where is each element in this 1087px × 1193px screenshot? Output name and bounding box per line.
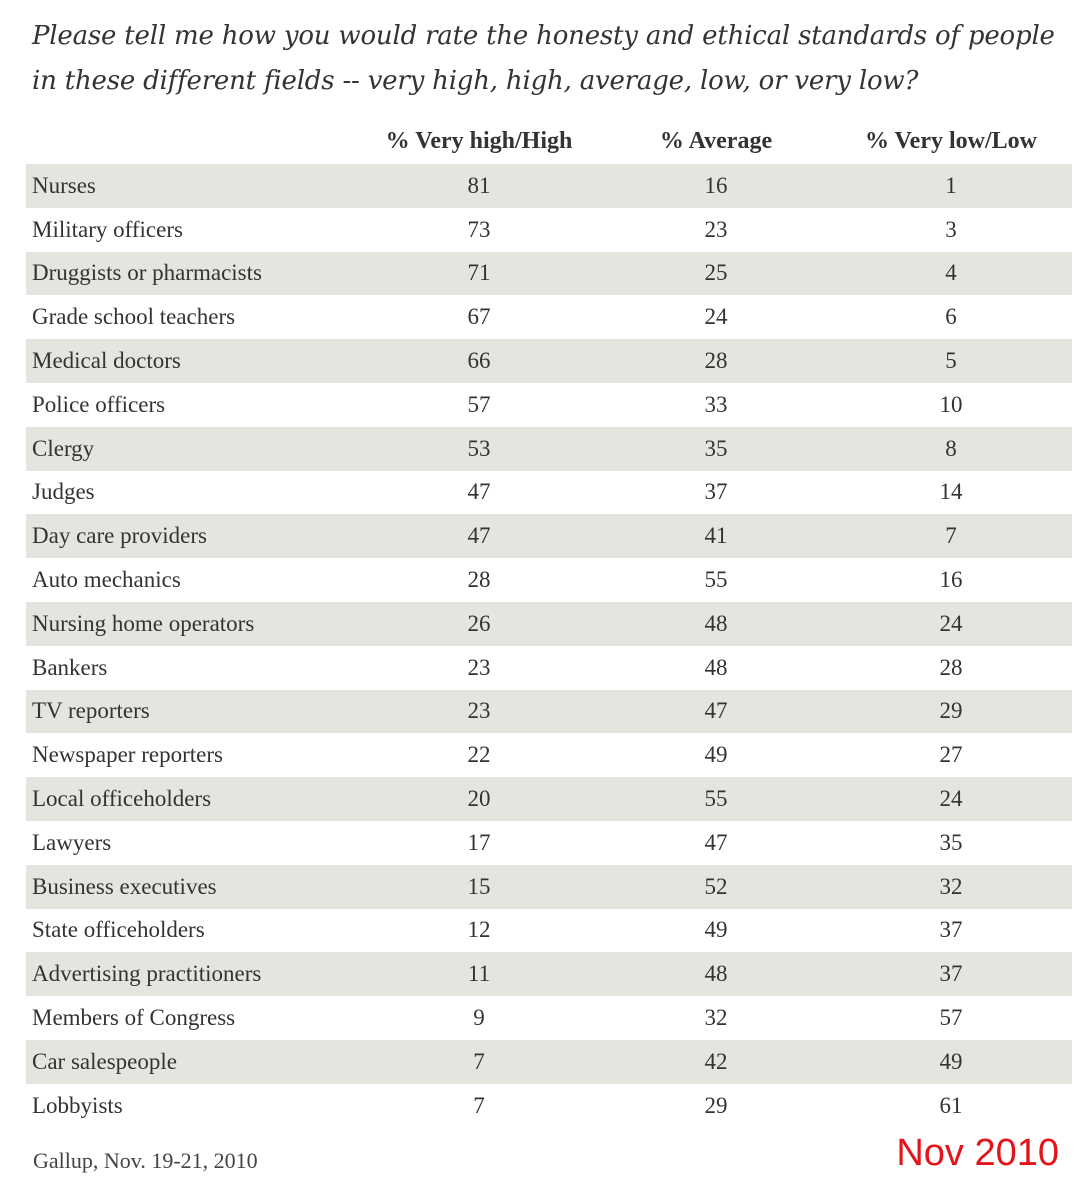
table-row: [26, 1040, 1072, 1084]
very-low-low-cell: 1: [945, 172, 957, 198]
field-name-cell: Clergy: [32, 435, 95, 461]
ratings-table: [26, 118, 1072, 1128]
average-cell: 29: [704, 1092, 728, 1118]
field-name-cell: Military officers: [32, 216, 183, 242]
very-high-high-cell: 57: [467, 391, 491, 417]
average-cell: 25: [704, 260, 728, 286]
very-high-high-cell: 7: [473, 1048, 485, 1074]
table-row: [26, 646, 1072, 690]
average-cell: 52: [704, 873, 728, 899]
field-name-cell: Medical doctors: [32, 348, 181, 374]
average-cell: 41: [704, 523, 728, 549]
average-cell: 35: [704, 435, 728, 461]
very-low-low-cell: 49: [939, 1048, 963, 1074]
very-low-low-cell: 37: [939, 961, 963, 987]
table-row: [26, 996, 1072, 1040]
very-high-high-cell: 15: [467, 873, 491, 899]
header-very-high-high: % Very high/High: [385, 127, 573, 154]
average-cell: 48: [704, 610, 728, 636]
average-cell: 49: [704, 917, 728, 943]
table-row: [26, 1084, 1072, 1128]
very-low-low-cell: 24: [939, 610, 963, 636]
very-high-high-cell: 17: [467, 829, 491, 855]
field-name-cell: Car salespeople: [32, 1048, 177, 1074]
header-average: % Average: [659, 127, 773, 154]
field-name-cell: Nursing home operators: [32, 610, 255, 636]
field-name-cell: Lawyers: [32, 829, 112, 855]
field-name-cell: Grade school teachers: [32, 304, 236, 330]
table-row: [26, 295, 1072, 339]
field-name-cell: Bankers: [32, 654, 108, 680]
table-row: [26, 164, 1072, 208]
table-header: [26, 118, 1072, 164]
table-row: [26, 208, 1072, 252]
very-high-high-cell: 20: [467, 786, 491, 812]
table-row: [26, 339, 1072, 383]
field-name-cell: Lobbyists: [32, 1092, 123, 1118]
very-low-low-cell: 57: [939, 1005, 963, 1031]
table-row: [26, 865, 1072, 909]
average-cell: 48: [704, 961, 728, 987]
table-row: [26, 690, 1072, 734]
very-high-high-cell: 23: [467, 654, 491, 680]
very-high-high-cell: 66: [467, 348, 491, 374]
table-row: [26, 909, 1072, 953]
average-cell: 24: [704, 304, 728, 330]
very-high-high-cell: 71: [467, 260, 491, 286]
table-row: [26, 602, 1072, 646]
field-name-cell: Day care providers: [32, 523, 207, 549]
field-name-cell: TV reporters: [32, 698, 150, 724]
very-high-high-cell: 81: [467, 172, 491, 198]
very-high-high-cell: 73: [467, 216, 491, 242]
average-cell: 23: [704, 216, 728, 242]
average-cell: 28: [704, 348, 728, 374]
field-name-cell: Police officers: [32, 391, 166, 417]
very-high-high-cell: 47: [467, 523, 491, 549]
very-low-low-cell: 27: [939, 742, 963, 768]
survey-question: Please tell me how you would rate the honesty and ethical standards of people in these different fields -- very high, high, average, low, or very low?: [32, 21, 1055, 96]
average-cell: 47: [704, 698, 728, 724]
average-cell: 33: [704, 391, 728, 417]
very-high-high-cell: 47: [467, 479, 491, 505]
table-row: [26, 952, 1072, 996]
field-name-cell: Druggists or pharmacists: [32, 260, 262, 286]
very-high-high-cell: 12: [467, 917, 491, 943]
table-row: [26, 821, 1072, 865]
average-cell: 42: [704, 1048, 728, 1074]
source-note: Gallup, Nov. 19-21, 2010: [33, 1148, 258, 1173]
very-low-low-cell: 3: [945, 216, 957, 242]
field-name-cell: Newspaper reporters: [32, 742, 223, 768]
average-cell: 55: [704, 567, 728, 593]
field-name-cell: Business executives: [32, 873, 217, 899]
very-low-low-cell: 4: [945, 260, 957, 286]
table-row: [26, 427, 1072, 471]
average-cell: 47: [704, 829, 728, 855]
average-cell: 49: [704, 742, 728, 768]
very-low-low-cell: 61: [939, 1092, 963, 1118]
very-low-low-cell: 14: [939, 479, 963, 505]
very-low-low-cell: 10: [939, 391, 963, 417]
very-low-low-cell: 24: [939, 786, 963, 812]
field-name-cell: Local officeholders: [32, 786, 212, 812]
field-name-cell: Judges: [32, 479, 95, 505]
field-name-cell: Auto mechanics: [32, 567, 181, 593]
average-cell: 37: [704, 479, 728, 505]
table-row: [26, 558, 1072, 602]
header-very-low-low: % Very low/Low: [864, 127, 1037, 154]
very-low-low-cell: 8: [945, 435, 957, 461]
average-cell: 16: [704, 172, 728, 198]
table-row: [26, 471, 1072, 515]
table-row: [26, 733, 1072, 777]
average-cell: 48: [704, 654, 728, 680]
very-high-high-cell: 28: [467, 567, 491, 593]
very-low-low-cell: 6: [945, 304, 957, 330]
very-high-high-cell: 9: [473, 1005, 485, 1031]
very-high-high-cell: 22: [467, 742, 491, 768]
very-low-low-cell: 28: [939, 654, 963, 680]
very-low-low-cell: 32: [939, 873, 963, 899]
very-low-low-cell: 29: [939, 698, 963, 724]
average-cell: 32: [704, 1005, 728, 1031]
average-cell: 55: [704, 786, 728, 812]
field-name-cell: Advertising practitioners: [32, 961, 262, 987]
very-high-high-cell: 11: [467, 961, 491, 987]
very-high-high-cell: 67: [467, 304, 491, 330]
table-body: [26, 164, 1072, 1128]
field-name-cell: Nurses: [32, 172, 96, 198]
table-row: [26, 383, 1072, 427]
table-row: [26, 777, 1072, 821]
field-name-cell: Members of Congress: [32, 1005, 236, 1031]
very-high-high-cell: 53: [467, 435, 491, 461]
very-high-high-cell: 26: [467, 610, 491, 636]
very-low-low-cell: 16: [939, 567, 963, 593]
very-low-low-cell: 37: [939, 917, 963, 943]
date-stamp: Nov 2010: [896, 1132, 1059, 1174]
very-low-low-cell: 5: [945, 348, 957, 374]
very-high-high-cell: 7: [473, 1092, 485, 1118]
very-low-low-cell: 35: [939, 829, 963, 855]
very-low-low-cell: 7: [945, 523, 957, 549]
table-row: [26, 514, 1072, 558]
field-name-cell: State officeholders: [32, 917, 205, 943]
table-row: [26, 252, 1072, 296]
very-high-high-cell: 23: [467, 698, 491, 724]
